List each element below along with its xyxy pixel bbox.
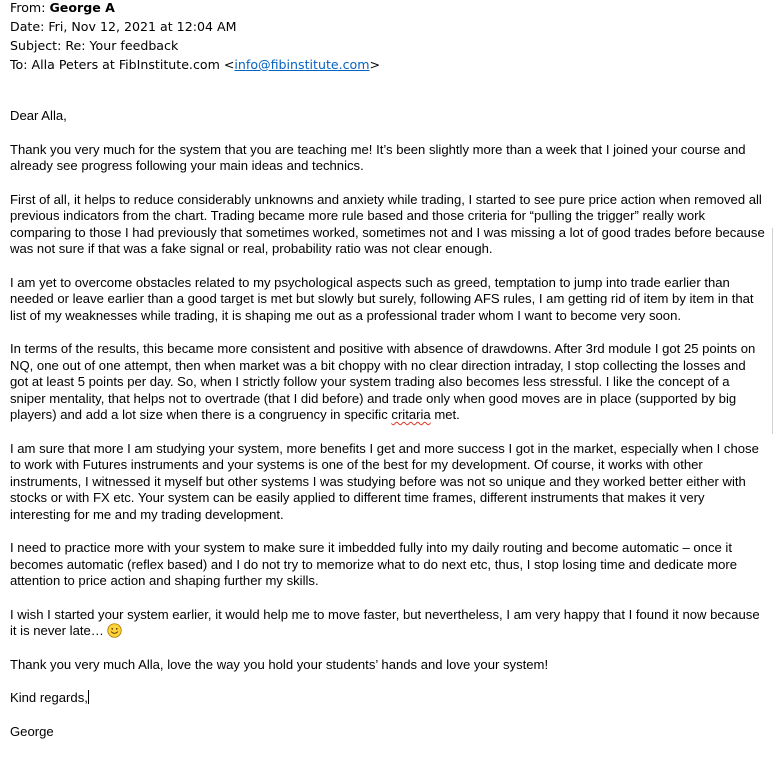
sender-name: George A: [49, 0, 115, 15]
from-label: From:: [10, 0, 50, 15]
paragraph-4-text: In terms of the results, this became more consistent and positive with absence of drawdowns. After 3rd module I got 25 points on NQ, one out of one attempt, then when market was a bit choppy with no clear direction intraday, I stop collecting the losses and got at least 5 points per day. So, when I strictly follow your system trading also becomes less stressful. I like the concept of a sniper mentality, that helps not to overtrade (that I did before) and trade only when good moves are in place (supported by big players) and add a lot size when there is a congruency in specific: [10, 341, 756, 422]
paragraph-8: Thank you very much Alla, love the way you hold your students’ hands and love your system!: [10, 656, 549, 672]
from-line: [10, 0, 380, 17]
subject-line: Subject: Re: Your feedback: [10, 38, 179, 53]
to-suffix: >: [369, 57, 381, 72]
recipient-email-link[interactable]: info@fibinstitute.com: [234, 57, 370, 72]
paragraph-1: Thank you very much for the system that you are teaching me! It’s been slightly more than a week that I joined your course and already see progress following your main ideas and technics.: [10, 141, 746, 173]
email-header: [10, 0, 380, 74]
paragraph-6: I need to practice more with your system to make sure it imbedded fully into my daily routing and become automatic – once it becomes automatic (reflex based) and I do not try to memorize what to do next etc, thus, I stop losing time and dedicate more attention to price action and shaping further my skills.: [10, 540, 738, 588]
paragraph-3: I am yet to overcome obstacles related to my psychological aspects such as greed, temptation to jump into trade earlier than needed or leave earlier than a good target is met but slowly but surely, following AFS rules, I am getting rid of item by item in that list of my weaknesses while trading, it is shaping me out as a professional trader whom I want to become very soon.: [10, 274, 754, 323]
paragraph-5: I am sure that more I am studying your system, more benefits I get and more success I got in the market, especially when I chose to work with Futures instruments and your systems is one of the best for my development. Of course, it works with other instruments, I witnessed it myself but other systems I was studying before was not so unique and they worked better either with stocks or with FX etc. Your system can be easily applied to different time frames, different instruments that makes it very interesting for me and my trading development.: [10, 440, 759, 522]
smiley-face-icon: [107, 623, 122, 638]
greeting: Dear Alla,: [10, 108, 67, 123]
misspelled-word[interactable]: critaria: [391, 407, 431, 422]
email-body: [10, 108, 766, 757]
closing-line: [10, 690, 766, 707]
paragraph-7-text: I wish I started your system earlier, it would help me to move faster, but nevertheless, I am very happy that I found it now because it is never late…: [10, 606, 760, 638]
paragraph-4-end: met.: [430, 407, 460, 422]
to-line: [10, 55, 380, 74]
paragraph-4: [10, 341, 766, 424]
paragraph-2: First of all, it helps to reduce considerably unknowns and anxiety while trading, I started to see pure price action when removed all previous indicators from the chart. Trading became more rule based and those criteria for “pulling the trigger” really work comparing to those I had previously that sometimes worked, sometimes not and I was missing a lot of good trades before because was not sure if that was a fake signal or real, probability ratio was not clear enough.: [10, 191, 765, 256]
to-prefix: To: Alla Peters at FibInstitute.com <: [10, 57, 235, 72]
text-cursor: [88, 690, 89, 704]
date-line: Date: Fri, Nov 12, 2021 at 12:04 AM: [10, 19, 237, 34]
signature: George: [10, 723, 54, 739]
paragraph-7: [10, 607, 766, 640]
closing: Kind regards,: [10, 690, 88, 705]
